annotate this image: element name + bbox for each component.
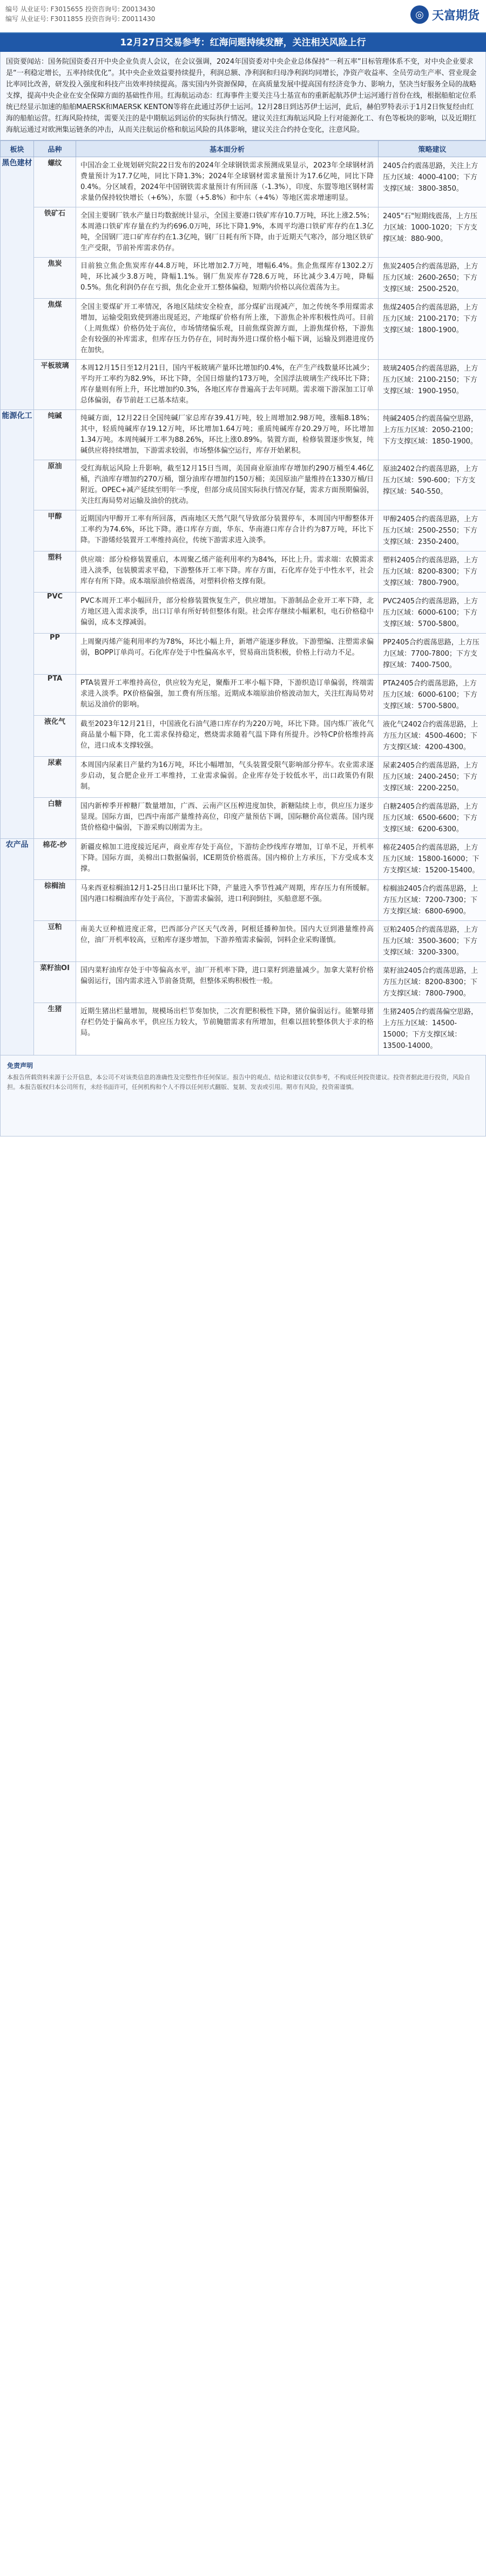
variety-cell: 豆粕	[34, 921, 76, 962]
qualification-line-1: 编号 从业证号: F3015655 投资咨询号: Z0013430	[5, 5, 156, 13]
variety-cell: 生猪	[34, 1003, 76, 1055]
table-row	[1, 716, 486, 757]
author-qualifications	[5, 4, 155, 24]
variety-cell: 焦炭	[34, 258, 76, 299]
strategy-cell: 棉花2405合约震荡思路，上方压力区域：15800-16000；下方支撑区域：15200-15400。	[379, 839, 486, 880]
disclaimer-text: 本报告所载资料来源于公开信息，本公司不对该类信息的准确性及完整性作任何保证。报告中的观点、结论和建议仅供参考，不构成任何投资建议。投资者据此进行投资，风险自担。本报告版权归本公司所有，未经书面许可，任何机构和个人不得以任何形式翻版、复制、发表或引用。期市有风险，投资需谨慎。	[7, 1074, 470, 1091]
strategy-cell: 菜籽油2405合约震荡思路，上方压力区域：8200-8300；下方支撑区域：7800-7900。	[379, 962, 486, 1003]
analysis-cell: 近期生猪出栏量增加，规模场出栏节奏加快，二次育肥积极性下降，猪价偏弱运行。能繁母猪存栏仍处于偏高水平，供应压力较大，节前腌腊需求有所增加，但难以扭转整体供大于求的格局。	[76, 1003, 379, 1055]
header-sector: 板块	[1, 141, 34, 157]
analysis-cell: 截至2023年12月21日，中国液化石油气港口库存约为220万吨，环比下降。国内炼厂液化气商品量小幅下降，化工需求保持稳定，燃烧需求随着气温下降有所提升。沙特CP价格维持高位，进口成本支撑较强。	[76, 716, 379, 757]
variety-cell: PTA	[34, 675, 76, 716]
variety-cell: 尿素	[34, 757, 76, 798]
table-row	[1, 593, 486, 634]
sector-cell: 农产品	[1, 839, 34, 1055]
table-row	[1, 634, 486, 675]
strategy-cell: 生猪2405合约震荡偏空思路，上方压力区域：14500-15000；下方支撑区域：13500-14000。	[379, 1003, 486, 1055]
variety-cell: 纯碱	[34, 410, 76, 460]
strategy-cell: 2405"石"短期线震荡，上方压力区域：1000-1020；下方支撑区域：880-900。	[379, 207, 486, 258]
header-strategy: 策略建议	[379, 141, 486, 157]
header-analysis: 基本面分析	[76, 141, 379, 157]
analysis-cell: 纯碱方面，12月22日全国纯碱厂家总库存39.41万吨，较上周增加2.98万吨，涨幅8.18%；其中，轻质纯碱库存19.12万吨，环比增加1.64万吨；重质纯碱库存20.29万吨，环比增加1.34万吨。本周纯碱开工率为88.26%，环比上涨0.89%。装置方面，检修装置逐步恢复，纯碱供应将持续增加，下游需求较弱，市场整体偏空运行，库存开始累积。	[76, 410, 379, 460]
analysis-cell: 全国主要煤矿开工率情况，各地区陆续安全检查，部分煤矿出现减产，加之传统冬季用煤需求增加，运输受阻致使到港出现延迟，产地煤矿价格有所上涨，下游焦企补库积极性尚可。目前（上周焦煤）价格仍处于高位，市场情绪偏乐观，目前焦煤资源方面，上游焦煤价格，下游焦企有较强的补库需求，但库存压力仍存在，同时海外进口煤价格小幅下调，运输及到港进度仍在加快。	[76, 299, 379, 360]
table-row	[1, 410, 486, 460]
analysis-cell: 全国主要钢厂铁水产量日均数据统计显示，全国主要港口铁矿库存10.7万吨，环比上涨2.5%；本周港口铁矿库存量在约为约696.0万吨，环比下降1.9%，本周平均港口铁矿库存约在1.3亿吨，全国钢厂进口矿库存约在1.3亿吨，钢厂日耗有所下降，由于近期天气寒冷，部分地区铁矿生产受限，节前补库需求仍存。	[76, 207, 379, 258]
strategy-cell: 纯碱2405合约震荡偏空思路，上方压力区域：2050-2100；下方支撑区域：1850-1900。	[379, 410, 486, 460]
analysis-table	[0, 140, 486, 1055]
logo-text: 天富期货	[431, 9, 480, 23]
table-row	[1, 675, 486, 716]
variety-cell: 棉花-纱	[34, 839, 76, 880]
table-row	[1, 921, 486, 962]
variety-cell: 液化气	[34, 716, 76, 757]
variety-cell: 甲醇	[34, 510, 76, 551]
variety-cell: PVC	[34, 593, 76, 634]
analysis-cell: 南美大豆种植进度正常，巴西部分产区天气改善，阿根廷播种加快。国内大豆到港量维持高位，油厂开机率较高，豆粕库存逐步增加，下游养殖需求偏弱，饲料企业采购谨慎。	[76, 921, 379, 962]
variety-cell: 塑料	[34, 551, 76, 593]
strategy-cell: 棕榈油2405合约震荡思路，上方压力区域：7200-7300；下方支撑区域：6800-6900。	[379, 880, 486, 921]
analysis-cell: 近期国内甲醇开工率有所回落，西南地区天然气限气导致部分装置停车，本周国内甲醇整体开工率约为74.6%，环比下降。港口库存方面，华东、华南港口库存合计约为87万吨，环比下降。下游烯烃装置开工率维持高位，传统下游需求进入淡季。	[76, 510, 379, 551]
strategy-cell: 焦煤2405合约震荡思路，上方压力区域：2100-2170；下方支撑区域：1800-1900。	[379, 299, 486, 360]
analysis-cell: 上周聚丙烯产能利用率约为78%，环比小幅上升，新增产能逐步释放。下游塑编、注塑需求偏弱，BOPP订单尚可。石化库存处于中性偏高水平，贸易商出货积极，价格上行动力不足。	[76, 634, 379, 675]
strategy-cell: 尿素2405合约震荡思路，上方压力区域：2400-2450；下方支撑区域：2200-2250。	[379, 757, 486, 798]
table-row	[1, 258, 486, 299]
strategy-cell: 液化气2402合约震荡思路，上方压力区域：4500-4600；下方支撑区域：4200-4300。	[379, 716, 486, 757]
report-title: 12月27日交易参考：红海问题持续发酵，关注相关风险上行	[0, 33, 486, 52]
table-row	[1, 207, 486, 258]
strategy-cell: 玻璃2405合约震荡思路，上方压力区域：2100-2150；下方支撑区域：1900-1950。	[379, 360, 486, 410]
table-row	[1, 798, 486, 839]
sector-cell: 黑色建材	[1, 157, 34, 410]
table-row	[1, 880, 486, 921]
table-header-row	[1, 141, 486, 157]
analysis-cell: 新疆皮棉加工进度接近尾声，商业库存处于高位，下游纺企纱线库存增加，订单不足，开机率下降。国际方面，美棉出口数据偏弱，ICE期货价格震荡。国内棉价上方承压，下方受成本支撑。	[76, 839, 379, 880]
table-row	[1, 360, 486, 410]
strategy-cell: 原油2402合约震荡思路，上方压力区域：590-600；下方支撑区域：540-550。	[379, 460, 486, 510]
variety-cell: 焦煤	[34, 299, 76, 360]
table-row	[1, 299, 486, 360]
table-row	[1, 510, 486, 551]
variety-cell: 平板玻璃	[34, 360, 76, 410]
analysis-cell: 国内菜籽油库存处于中等偏高水平，油厂开机率下降，进口菜籽到港量减少。加拿大菜籽价格偏弱运行，国内需求进入节前备货期，但整体采购积极性一般。	[76, 962, 379, 1003]
disclaimer	[0, 1055, 486, 1136]
analysis-cell: 中国冶金工业规划研究院22日发布的2024年全球钢铁需求预测成果显示，2023年全球钢材消费量预计为17.7亿吨，同比下降1.3%；2024年全球钢材需求量预计为17.6亿吨，同比下降0.4%。分区域看，2024年中国钢铁需求量预计有所回落（-1.3%），印度、东盟等地区钢材需求量仍保持较快增长（+6%），东盟（+5.8%）和中东（+4%）等地区需求增速明显。	[76, 157, 379, 207]
table-row	[1, 551, 486, 593]
variety-cell: 白糖	[34, 798, 76, 839]
strategy-cell: 塑料2405合约震荡思路，上方压力区域：8200-8300；下方支撑区域：7800-7900。	[379, 551, 486, 593]
analysis-cell: 目前独立焦企焦炭库存44.8万吨，环比增加2.7万吨，增幅6.4%。焦企焦煤库存1302.2万吨，环比减少3.8万吨，降幅1.1%。钢厂焦炭库存728.6万吨，环比减少3.4万吨，降幅0.5%。焦化利润仍存在亏损，焦化企业开工整体偏稳，短期内价格以高位震荡为主。	[76, 258, 379, 299]
qualification-line-2: 编写 从业证号: F3011855 投资咨询号: Z0011430	[5, 15, 156, 23]
table-row	[1, 460, 486, 510]
variety-cell: PP	[34, 634, 76, 675]
strategy-cell: 甲醇2405合约震荡思路，上方压力区域：2500-2550；下方支撑区域：2350-2400。	[379, 510, 486, 551]
strategy-cell: 白糖2405合约震荡思路，上方压力区域：6500-6600；下方支撑区域：6200-6300。	[379, 798, 486, 839]
analysis-cell: PTA装置开工率维持高位，供应较为充足，聚酯开工率小幅下降，下游织造订单偏弱，终端需求进入淡季。PX价格偏强，加工费有所压缩。近期成本端原油价格波动加大，关注红海局势对航运及油价的影响。	[76, 675, 379, 716]
table-row	[1, 157, 486, 207]
variety-cell: 棕榈油	[34, 880, 76, 921]
sector-cell: 能源化工	[1, 410, 34, 839]
strategy-cell: PTA2405合约震荡思路，上方压力区域：6000-6100；下方支撑区域：5700-5800。	[379, 675, 486, 716]
analysis-cell: 马来西亚棕榈油12月1-25日出口量环比下降，产量进入季节性减产周期，库存压力有所缓解。国内港口棕榈油库存处于高位，下游需求偏弱，进口利润倒挂，买船意愿不强。	[76, 880, 379, 921]
analysis-cell: 本周国内尿素日产量约为16万吨，环比小幅增加，气头装置受限气影响部分停车。农业需求逐步启动，复合肥企业开工率维持，工业需求偏弱。企业库存处于较低水平，出口政策仍有限制。	[76, 757, 379, 798]
analysis-cell: 本周12月15日至12月21日，国内平板玻璃产量环比增加约0.4%，在产生产线数量环比减少；平均开工率约为82.9%，环比下降，全国日熔量约173万吨，全国浮法玻璃生产线环比下降；库存量则有所上升，环比增加约0.3%，各地区库存普遍高于去年同期。需求端下游深加工订单总体偏弱，春节前赶工已基本结束。	[76, 360, 379, 410]
table-row	[1, 962, 486, 1003]
strategy-cell: 2405合约震荡思路，关注上方压力区域：4000-4100；下方支撑区域：3800-3850。	[379, 157, 486, 207]
intro-paragraph: 国资要闻站：国务院国资委召开中央企业负责人会议，在会议强调，2024年国资委对中央企业总体保持“一利五率”目标管理体系不变，对中央企业要求是“一利稳定增长，五率持续优化”。其中央企业效益要持续提升，利润总额、净利润和归母净利润均同增长，净资产收益率、全员劳动生产率、营业现金比率同比改善，研发投入强度和科技产出效率持续提高。落实国内外资源保障，在高质量发展中提高国有经济竞争力、影响力，坚决当好服务全局的战略支撑，提高中央企业在安全保障方面的基础性作用。红海航运动态：红海事件主要关注马士基宣布的重新起航苏伊士运河通行首份在线，根据船舶定位系统已经显示加速的船舶MAERSK和MAERSK KENTON等将在此通过苏伊士运河。12月28日到达苏伊士运河，此后，赫伯罗特表示于1月2日恢复经由红海的船舶运营。红海风险持续，需要关注的是中期航运到运价的实际执行情况。建议关注红海航运风险上行对能源化工、有色等板块的影响，以及近期红海航运通过对欧洲集运链条的冲击，从而关注航运价格和航运风险的具体影响，建议关注合约持仓变化，注意风险。	[0, 52, 486, 140]
company-logo	[410, 5, 480, 24]
strategy-cell: PP2405合约震荡思路，上方压力区域：7700-7800；下方支撑区域：7400-7500。	[379, 634, 486, 675]
strategy-cell: 豆粕2405合约震荡思路，上方压力区域：3500-3600；下方支撑区域：3200-3300。	[379, 921, 486, 962]
analysis-cell: 国内新榨季开榨糖厂数量增加，广西、云南产区压榨进度加快，新糖陆续上市，供应压力逐步显现。国际方面，巴西中南部产量维持高位，印度产量预估下调，国际糖价高位震荡。国内现货价格稳中偏弱，下游采购以刚需为主。	[76, 798, 379, 839]
analysis-cell: 受红海航运风险上升影响，截至12月15日当周，美国商业原油库存增加约290万桶至4.46亿桶，汽油库存增加约270万桶，馏分油库存增加约150万桶；美国原油产量维持在1330万桶/日附近。OPEC+减产延续至明年一季度，但部分成员国实际执行情况存疑，需求方面预期偏弱，关注红海局势对运输及油价的扰动。	[76, 460, 379, 510]
header-variety: 品种	[34, 141, 76, 157]
logo-icon: ◎	[410, 5, 429, 24]
table-body	[1, 157, 486, 1055]
variety-cell: 菜籽油OI	[34, 962, 76, 1003]
strategy-cell: PVC2405合约震荡思路，上方压力区域：6000-6100；下方支撑区域：5700-5800。	[379, 593, 486, 634]
disclaimer-title: 免责声明	[7, 1062, 33, 1070]
report-page	[0, 0, 486, 1136]
analysis-cell: 供应端：部分检修装置重启，本周聚乙烯产能利用率约为84%，环比上升。需求端：农膜需求进入淡季，包装膜需求平稳，下游整体开工率下降。库存方面，石化库存处于中性水平，社会库存有所下降。成本端原油价格震荡，对塑料价格支撑有限。	[76, 551, 379, 593]
strategy-cell: 焦炭2405合约震荡思路，上方压力区域：2600-2650；下方支撑区域：2500-2520。	[379, 258, 486, 299]
table-row	[1, 839, 486, 880]
variety-cell: 铁矿石	[34, 207, 76, 258]
table-row	[1, 1003, 486, 1055]
table-row	[1, 757, 486, 798]
variety-cell: 原油	[34, 460, 76, 510]
report-header	[0, 0, 486, 33]
analysis-cell: PVC本周开工率小幅回升，部分检修装置恢复生产，供应增加。下游制品企业开工率下降，北方地区进入需求淡季，出口订单有所好转但整体有限。社会库存继续小幅累积，电石价格稳中偏弱，成本支撑减弱。	[76, 593, 379, 634]
variety-cell: 螺纹	[34, 157, 76, 207]
